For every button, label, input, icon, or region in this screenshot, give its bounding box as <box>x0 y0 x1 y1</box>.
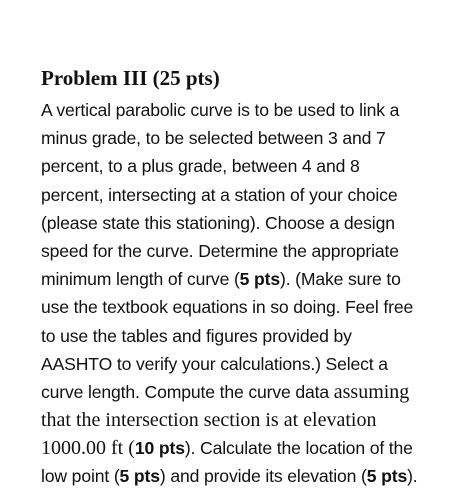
problem-line-2: minus grade, to be selected between 3 and 7 <box>41 128 386 149</box>
problem-line-8: use the textbook equations in so doing. Feel free <box>41 297 414 318</box>
problem-line-4: percent, intersecting at a station of your choice <box>41 184 398 205</box>
problem-line-14-text-c: ) and provide its elevation ( <box>159 466 367 487</box>
problem-line-1: A vertical parabolic curve is to be used to link a <box>41 100 400 120</box>
problem-statement <box>41 96 471 491</box>
points-label-elevation: 5 pts <box>366 466 408 487</box>
problem-line-6: speed for the curve. Determine the appropriate <box>41 240 399 261</box>
problem-line-13-text-c: ). Calculate the location of the <box>184 438 413 459</box>
points-label-low-point: 5 pts <box>119 466 160 487</box>
problem-line-14-text-a: low point ( <box>41 466 120 487</box>
problem-line-13-serif-text: 1000.00 ft ( <box>41 437 135 460</box>
problem-line-10: AASHTO to verify your calculations.) Select a <box>41 353 388 374</box>
problem-heading: Problem III (25 pts) <box>41 66 220 90</box>
problem-line-7-text-c: ). (Make sure to <box>279 269 401 290</box>
problem-line-7 <box>41 265 471 293</box>
points-label-curve-data: 10 pts <box>134 438 185 459</box>
problem-line-3: percent, to a plus grade, between 4 and 8 <box>41 156 360 177</box>
problem-line-9: to use the tables and figures provided by <box>41 325 352 346</box>
problem-line-7-text-a: minimum length of curve ( <box>41 269 240 290</box>
problem-line-11 <box>41 378 471 406</box>
problem-line-14-text-e: ). <box>407 466 418 487</box>
problem-line-14 <box>41 462 471 490</box>
problem-line-11-serif-text: assuming <box>333 380 410 403</box>
problem-line-13 <box>41 434 471 462</box>
problem-line-12: that the intersection section is at elevation <box>41 409 377 432</box>
problem-line-11-text-a: curve length. Compute the curve data <box>41 381 334 402</box>
problem-line-5: (please state this stationing). Choose a design <box>41 212 395 233</box>
points-label-length: 5 pts <box>239 269 280 290</box>
